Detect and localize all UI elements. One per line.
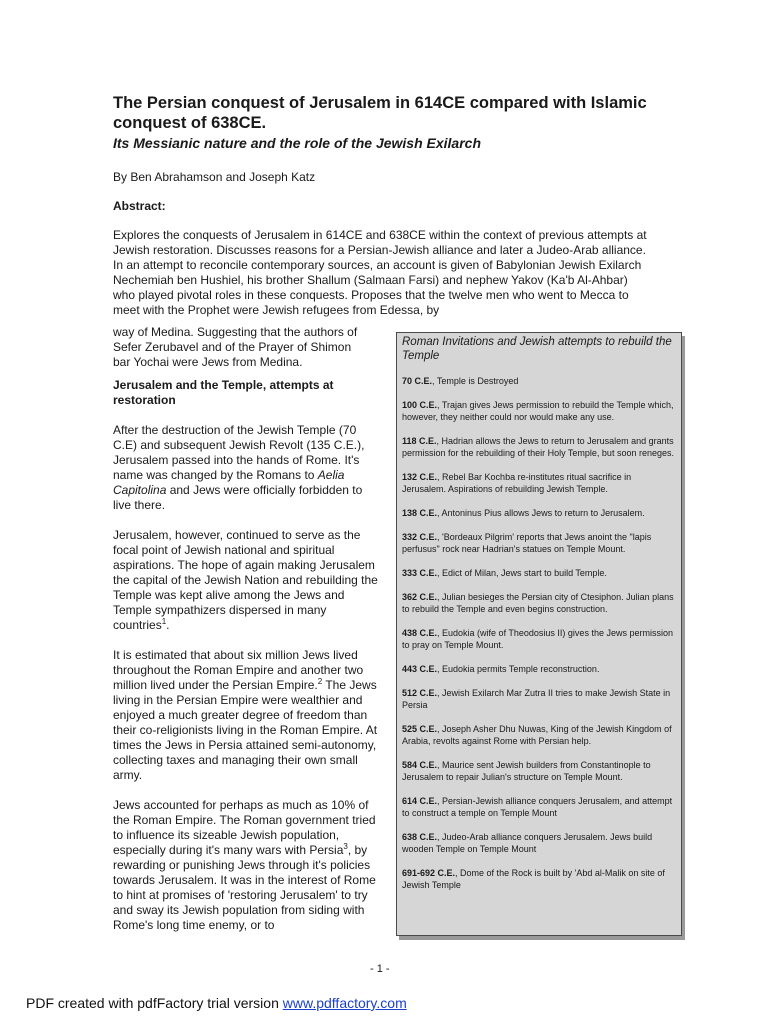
timeline-year: 138 C.E.: [402, 508, 438, 518]
timeline-text: , Judeo-Arab alliance conquers Jerusalem. Jews build wooden Temple on Temple Mount: [402, 832, 653, 854]
timeline-year: 525 C.E.: [402, 724, 438, 734]
timeline-year: 362 C.E.: [402, 592, 438, 602]
page-number: - 1 -: [370, 963, 390, 975]
timeline-year: 638 C.E.: [402, 832, 438, 842]
timeline-text: , Antoninus Pius allows Jews to return to Jerusalem.: [437, 508, 645, 518]
timeline-entry: [402, 531, 681, 555]
timeline-entry: [402, 723, 681, 747]
left-column: [113, 325, 383, 948]
sidebar-title: Roman Invitations and Jewish attempts to rebuild the Temple: [402, 336, 672, 362]
timeline-text: , Eudokia (wife of Theodosius II) gives the Jews permission to pray on Temple Mount.: [402, 628, 673, 650]
footnote-ref-3[interactable]: 3: [343, 842, 348, 851]
document-subtitle: Its Messianic nature and the role of the Jewish Exilarch: [113, 135, 481, 151]
timeline-entry: [402, 591, 681, 615]
footnote-ref-2[interactable]: 2: [317, 677, 323, 686]
para1-italic: Aelia Capitolina: [113, 468, 345, 497]
footer-link[interactable]: www.pdffactory.com: [282, 995, 407, 1011]
footer-text: PDF created with pdfFactory trial version: [26, 995, 283, 1011]
timeline-entry: [402, 471, 681, 495]
timeline-text: , Jewish Exilarch Mar Zutra II tries to make Jewish State in Persia: [402, 688, 671, 710]
timeline-year: 438 C.E.: [402, 628, 438, 638]
timeline-year: 443 C.E.: [402, 664, 438, 674]
timeline-text: , Temple is Destroyed: [432, 376, 519, 386]
para1-text-b: and Jews were officially forbidden to live there.: [113, 483, 363, 512]
para4-text-a: Jews accounted for perhaps as much as 10% of the Roman Empire. The Roman government tried to influence its sizeable Jewish population, especially during it's many wars with Persia: [113, 798, 376, 857]
timeline-text: , Persian-Jewish alliance conquers Jerusalem, and attempt to construct a temple on Temple Mount: [402, 796, 673, 818]
abstract-heading: Abstract:: [113, 199, 166, 213]
timeline-text: , Julian besieges the Persian city of Ctesiphon. Julian plans to rebuild the Temple and even begins construction.: [402, 592, 674, 614]
timeline-entry: [402, 627, 681, 651]
timeline-entry: [402, 795, 681, 819]
timeline-year: 512 C.E.: [402, 688, 438, 698]
section-heading: Jerusalem and the Temple, attempts at restoration: [113, 378, 334, 407]
footnote-ref-1[interactable]: 1: [161, 617, 167, 626]
timeline-text: , Eudokia permits Temple reconstruction.: [437, 664, 600, 674]
timeline-year: 70 C.E.: [402, 376, 433, 386]
timeline-text: , Joseph Asher Dhu Nuwas, King of the Jewish Kingdom of Arabia, revolts against Rome with Persian help.: [402, 724, 672, 746]
para3-text-a: It is estimated that about six million Jews lived throughout the Roman Empire and another two million lived under the Persian Empire.: [113, 648, 364, 692]
timeline-entry: [402, 399, 681, 423]
para2-end: .: [166, 618, 170, 632]
timeline-text: , Edict of Milan, Jews start to build Temple.: [437, 568, 607, 578]
abstract-cont-line-3: bar Yochai were Jews from Medina.: [113, 355, 303, 369]
timeline-year: 584 C.E.: [402, 760, 438, 770]
timeline-text: , Dome of the Rock is built by 'Abd al-Malik on site of Jewish Temple: [402, 868, 665, 890]
timeline-entry: [402, 663, 681, 675]
para2-text: Jerusalem, however, continued to serve as the focal point of Jewish national and spiritual aspirations. The hope of again making Jerusalem the capital of the Jewish Nation and rebuilding the Temple was kept alive among the Jews and Temple sympathizers dispersed in many countries: [113, 528, 378, 632]
timeline-year: 132 C.E.: [402, 472, 438, 482]
paragraph-1: [113, 423, 383, 513]
timeline-entry: [402, 567, 681, 579]
timeline-entry: [402, 759, 681, 783]
timeline-entry: [402, 831, 681, 855]
timeline-year: 118 C.E.: [402, 436, 437, 446]
paragraph-3: [113, 648, 383, 783]
abstract-cont-line-1: way of Medina. Suggesting that the authors of: [113, 325, 358, 339]
timeline-entry: [402, 375, 681, 387]
timeline-year: 691-692 C.E.: [402, 868, 456, 878]
timeline-year: 333 C.E.: [402, 568, 438, 578]
pdf-footer: [26, 994, 407, 1012]
document-title: The Persian conquest of Jerusalem in 614CE compared with Islamic conquest of 638CE.: [113, 94, 647, 132]
timeline-year: 332 C.E.: [402, 532, 438, 542]
para1-text-a: After the destruction of the Jewish Temple (70 C.E) and subsequent Jewish Revolt (135 C.E.), Jerusalem passed into the hands of Rome. It's name was changed by the Romans to: [113, 423, 365, 482]
timeline-text: , Trajan gives Jews permission to rebuild the Temple which, however, they neither could nor would make any use.: [402, 400, 674, 422]
para3-text-b: The Jews living in the Persian Empire were wealthier and enjoyed a much greater degree of freedom than their co-religionists living in the Roman Empire. At times the Jews in Persia attained semi-autonomy, collecting taxes and managing their own small army.: [113, 678, 378, 782]
timeline-text: , Rebel Bar Kochba re-institutes ritual sacrifice in Jerusalem. Aspirations of rebuilding Jewish Temple.: [402, 472, 632, 494]
timeline-sidebar: [396, 332, 682, 936]
timeline-text: , 'Bordeaux Pilgrim' reports that Jews anoint the "lapis perfusus" rock near Hadrian's statues on Temple Mount.: [402, 532, 652, 554]
timeline-text: , Hadrian allows the Jews to return to Jerusalem and grants permission for the rebuilding of their Holy Temple, but soon reneges.: [402, 436, 674, 458]
abstract-text: Explores the conquests of Jerusalem in 614CE and 638CE within the context of previous attempts at Jewish restoration. Discusses reasons for a Persian-Jewish alliance and later a Judeo-Arab alliance. In an attempt to reconcile contemporary sources, an account is given of Babylonian Jewish Exilarch Nechemiah ben Hushiel, his brother Shallum (Salmaan Farsi) and nephew Yakov (Ka'b Al-Ahbar) who played pivotal roles in these conquests. Proposes that the twelve men who went to Mecca to meet with the Prophet were Jewish refugees from Edessa, by: [113, 228, 647, 317]
paragraph-2: [113, 528, 383, 633]
paragraph-4: [113, 798, 383, 933]
authors-line: By Ben Abrahamson and Joseph Katz: [113, 170, 316, 184]
timeline-text: , Maurice sent Jewish builders from Constantinople to Jerusalem to repair Julian's structure on Temple Mount.: [402, 760, 651, 782]
timeline-entry: [402, 435, 681, 459]
timeline-entry: [402, 867, 681, 891]
sidebar-entries: [402, 375, 681, 891]
timeline-entry: [402, 687, 681, 711]
abstract-cont-line-2: Sefer Zerubavel and of the Prayer of Shimon: [113, 340, 352, 354]
abstract-continuation: [113, 325, 383, 370]
timeline-year: 100 C.E.: [402, 400, 438, 410]
timeline-year: 614 C.E.: [402, 796, 438, 806]
para4-text-b: , by rewarding or punishing Jews through it's policies towards Jerusalem. It was in the interest of Rome to hint at promises of 'restoring Jerusalem' to try and sway its Jewish population from siding with Rome's long time enemy, or to: [113, 843, 376, 932]
timeline-entry: [402, 507, 681, 519]
